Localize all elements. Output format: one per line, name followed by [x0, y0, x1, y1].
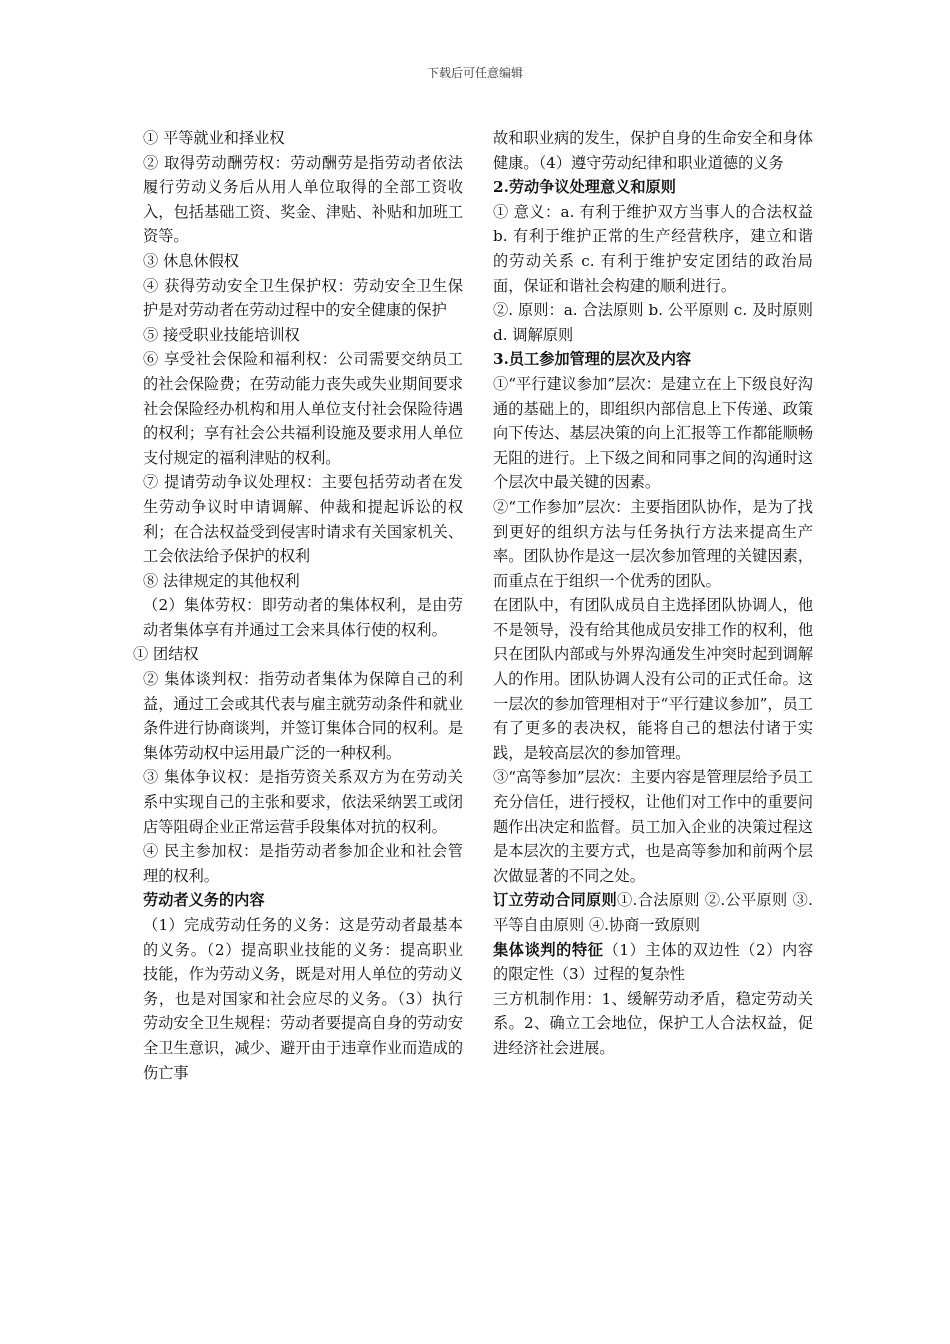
paragraph: ① 平等就业和择业权	[143, 129, 285, 147]
paragraph: ④ 获得劳动安全卫生保护权：劳动安全卫生保护是对劳动者在劳动过程中的安全健康的保护	[143, 276, 463, 320]
paragraph: ⑤ 接受职业技能培训权	[143, 325, 300, 344]
paragraph: ②“工作参加”层次：主要指团队协作，是为了找到更好的组织方法与任务执行方法来提高生产率。团队协作是这一层次参加管理的关键因素，而重点在于组织一个优秀的团队。	[493, 497, 813, 590]
inline-heading: 订立劳动合同原则	[493, 891, 618, 910]
paragraph: （2）集体劳权：即劳动者的集体权利，是由劳动者集体享有并通过工会来具体行使的权利。	[143, 596, 463, 639]
paragraph: ② 集体谈判权：指劳动者集体为保障自己的利益，通过工会或其代表与雇主就劳动条件和就业条件进行协商谈判，并签订集体合同的权利。是集体劳动权中运用最广泛的一种权利。	[143, 670, 463, 762]
paragraph: ②. 原则：a. 合法原则 b. 公平原则 c. 及时原则 d. 调解原则	[493, 301, 813, 344]
paragraph: 故和职业病的发生，保护自身的生命安全和身体健康。（4）遵守劳动纪律和职业道德的义务	[493, 129, 813, 172]
right-column	[493, 126, 813, 1061]
left-column	[133, 126, 463, 1085]
section-heading: 3.员工参加管理的层次及内容	[493, 350, 692, 369]
paragraph: （1）完成劳动任务的义务：这是劳动者最基本的义务。（2）提高职业技能的义务：提高职业技能，作为劳动义务，既是对用人单位的劳动义务，也是对国家和社会应尽的义务。（3）执行劳动安全卫生规程：劳动者要提高自身的劳动安全卫生意识，减少、避开由于违章作业而造成的伤亡事	[143, 916, 463, 1082]
paragraph: ③“高等参加”层次：主要内容是管理层给予员工充分信任，进行授权，让他们对工作中的重要问题作出决定和监督。员工加入企业的决策过程这是本层次的主要方式，也是高等参加和前两个层次做显著的不同之处。	[493, 768, 813, 885]
paragraph: ⑦ 提请劳动争议处理权：主要包括劳动者在发生劳动争议时申请调解、仲裁和提起诉讼的权利；在合法权益受到侵害时请求有关国家机关、工会依法给予保护的权利	[143, 473, 463, 566]
paragraph: ⑧ 法律规定的其他权利	[143, 571, 300, 590]
paragraph	[493, 938, 813, 987]
paragraph-text: （1）主体的双边性（2）内容的限定性（3）过程的复杂性	[493, 940, 814, 984]
paragraph: ① 团结权	[133, 645, 199, 664]
page-header: 下载后可任意编辑	[426, 66, 523, 80]
paragraph: 三方机制作用：1、缓解劳动矛盾，稳定劳动关系。2、确立工会地位，保护工人合法权益，促进经济社会进展。	[493, 989, 813, 1057]
paragraph: ⑥ 享受社会保险和福利权：公司需要交纳员工的社会保险费；在劳动能力丧失或失业期间要求社会保险经办机构和用人单位支付社会保险待遇的权利；享有社会公共福利设施及要求用人单位支付规定的福利津贴的权利。	[143, 350, 463, 467]
inline-heading: 集体谈判的特征	[493, 940, 604, 959]
section-heading: 2.劳动争议处理意义和原则	[493, 178, 676, 197]
paragraph: ② 取得劳动酬劳权：劳动酬劳是指劳动者依法履行劳动义务后从用人单位取得的全部工资收入，包括基础工资、奖金、津贴、补贴和加班工资等。	[143, 153, 463, 246]
paragraph: ③ 集体争议权：是指劳资关系双方为在劳动关系中实现自己的主张和要求，依法采纳罢工或闭店等阻碍企业正常运营手段集体对抗的权利。	[143, 768, 463, 836]
paragraph	[493, 888, 813, 937]
paragraph: ①“平行建议参加”层次：是建立在上下级良好沟通的基础上的，即组织内部信息上下传递、政策向下传达、基层决策的向上汇报等工作都能顺畅无阻的进行。上下级之间和同事之间的沟通时这个层次中最关键的因素。	[493, 374, 813, 492]
paragraph-text: ①.合法原则 ②.公平原则 ③.平等自由原则 ④.协商一致原则	[493, 891, 814, 934]
paragraph: ③ 休息休假权	[143, 251, 239, 270]
section-heading: 劳动者义务的内容	[143, 891, 265, 910]
paragraph: 在团队中，有团队成员自主选择团队协调人，他不是领导，没有给其他成员安排工作的权利，他只在团队内部或与外界沟通发生冲突时起到调解人的作用。团队协调人没有公司的正式任命。这一层次的参加管理相对于“平行建议参加”，员工有了更多的表决权，能将自己的想法付诸于实践，是较高层次的参加管理。	[493, 596, 813, 762]
paragraph: ④ 民主参加权：是指劳动者参加企业和社会管理的权利。	[143, 842, 463, 885]
paragraph: ① 意义：a. 有利于维护双方当事人的合法权益 b. 有利于维护正常的生产经营秩序，建立和谐的劳动关系 c. 有利于维护安定团结的政治局面，保证和谐社会构建的顺利进行。	[493, 202, 813, 295]
